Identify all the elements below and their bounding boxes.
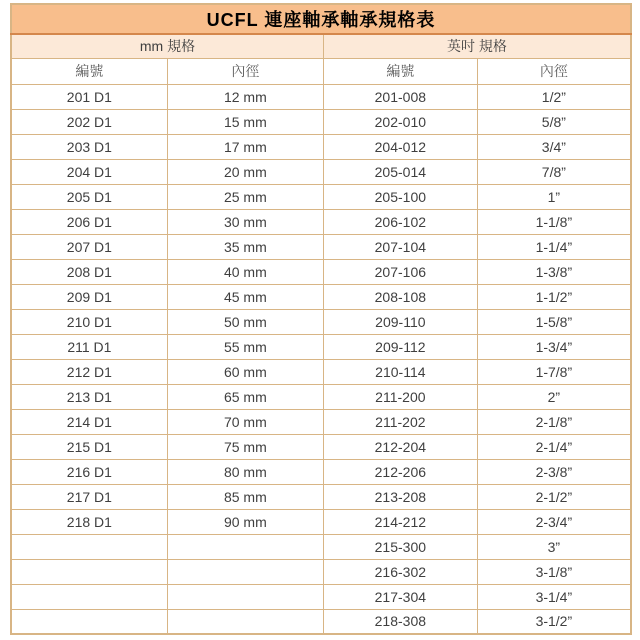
table-row [11,409,631,434]
table-cell: 85 mm [167,484,323,509]
table-cell: 214 D1 [11,409,167,434]
table-cell: 206 D1 [11,209,167,234]
table-cell: 1-3/4” [477,334,631,359]
table-cell: 55 mm [167,334,323,359]
table-row [11,559,631,584]
table-cell: 2-3/4” [477,509,631,534]
table-cell: 210 D1 [11,309,167,334]
table-cell: 2-3/8” [477,459,631,484]
table-row [11,609,631,634]
table-cell [167,559,323,584]
table-cell: 3-1/4” [477,584,631,609]
table-cell: 3-1/8” [477,559,631,584]
table-row [11,259,631,284]
table-cell [167,609,323,634]
table-cell: 3-1/2” [477,609,631,634]
table-cell: 218 D1 [11,509,167,534]
title-row [11,4,631,34]
page-title: UCFL 連座軸承軸承規格表 [11,4,631,34]
table-cell: 80 mm [167,459,323,484]
table-cell: 5/8” [477,109,631,134]
table-cell: 216 D1 [11,459,167,484]
table-row [11,334,631,359]
table-cell: 17 mm [167,134,323,159]
table-cell: 208 D1 [11,259,167,284]
table-cell: 15 mm [167,109,323,134]
table-cell: 2-1/4” [477,434,631,459]
table-cell [11,609,167,634]
table-cell: 213 D1 [11,384,167,409]
table-cell: 202-010 [323,109,477,134]
table-cell: 30 mm [167,209,323,234]
table-cell: 201 D1 [11,84,167,109]
table-cell: 3” [477,534,631,559]
column-header-inch-number: 編號 [323,58,477,84]
table-cell: 212-204 [323,434,477,459]
table-cell [167,584,323,609]
table-cell: 204 D1 [11,159,167,184]
table-cell: 2-1/2” [477,484,631,509]
column-header-mm-bore: 內徑 [167,58,323,84]
table-cell: 2-1/8” [477,409,631,434]
table-row [11,534,631,559]
table-body [11,84,631,634]
table-cell: 70 mm [167,409,323,434]
table-cell: 207-106 [323,259,477,284]
table-cell: 12 mm [167,84,323,109]
table-cell: 205-100 [323,184,477,209]
table-cell: 65 mm [167,384,323,409]
table-cell: 205 D1 [11,184,167,209]
table-cell: 45 mm [167,284,323,309]
table-cell: 205-014 [323,159,477,184]
table-cell: 208-108 [323,284,477,309]
table-cell: 1-1/4” [477,234,631,259]
table-cell: 1-3/8” [477,259,631,284]
ucfl-spec-table [10,3,632,635]
column-header-mm-number: 編號 [11,58,167,84]
table-cell: 209 D1 [11,284,167,309]
table-row [11,134,631,159]
group-header-row [11,34,631,58]
table-row [11,484,631,509]
table-cell: 60 mm [167,359,323,384]
table-cell: 209-112 [323,334,477,359]
table-cell: 212 D1 [11,359,167,384]
table-cell: 218-308 [323,609,477,634]
table-cell [167,534,323,559]
table-cell: 215 D1 [11,434,167,459]
table-cell: 211-200 [323,384,477,409]
table-cell: 25 mm [167,184,323,209]
table-row [11,284,631,309]
table-cell: 207 D1 [11,234,167,259]
table-cell: 90 mm [167,509,323,534]
table-row [11,159,631,184]
table-cell: 217 D1 [11,484,167,509]
group-header-mm: mm 規格 [11,34,323,58]
table-cell: 1-1/2” [477,284,631,309]
table-cell: 203 D1 [11,134,167,159]
table-cell: 2” [477,384,631,409]
table-cell: 210-114 [323,359,477,384]
table-cell: 215-300 [323,534,477,559]
table-row [11,309,631,334]
table-row [11,584,631,609]
table-cell: 50 mm [167,309,323,334]
table-row [11,109,631,134]
table-cell: 216-302 [323,559,477,584]
table-cell: 206-102 [323,209,477,234]
table-row [11,509,631,534]
table-cell: 3/4” [477,134,631,159]
table-cell: 20 mm [167,159,323,184]
table-cell: 212-206 [323,459,477,484]
table-cell: 207-104 [323,234,477,259]
table-cell: 204-012 [323,134,477,159]
table-cell: 1-5/8” [477,309,631,334]
table-cell: 201-008 [323,84,477,109]
table-row [11,384,631,409]
table-cell [11,534,167,559]
table-cell: 75 mm [167,434,323,459]
table-cell: 1” [477,184,631,209]
table-cell: 214-212 [323,509,477,534]
table-cell: 217-304 [323,584,477,609]
column-header-inch-bore: 內徑 [477,58,631,84]
table-cell [11,559,167,584]
table-cell: 202 D1 [11,109,167,134]
table-cell: 35 mm [167,234,323,259]
table-row [11,184,631,209]
table-cell: 211 D1 [11,334,167,359]
table-row [11,209,631,234]
table-row [11,459,631,484]
table-cell: 213-208 [323,484,477,509]
table-cell: 1-1/8” [477,209,631,234]
table-row [11,434,631,459]
table-row [11,359,631,384]
table-cell: 7/8” [477,159,631,184]
table-cell: 1-7/8” [477,359,631,384]
table-cell: 40 mm [167,259,323,284]
table-row [11,234,631,259]
table-row [11,84,631,109]
table-cell: 211-202 [323,409,477,434]
column-header-row [11,58,631,84]
table-cell: 209-110 [323,309,477,334]
table-cell: 1/2” [477,84,631,109]
table-cell [11,584,167,609]
group-header-inch: 英吋 規格 [323,34,631,58]
